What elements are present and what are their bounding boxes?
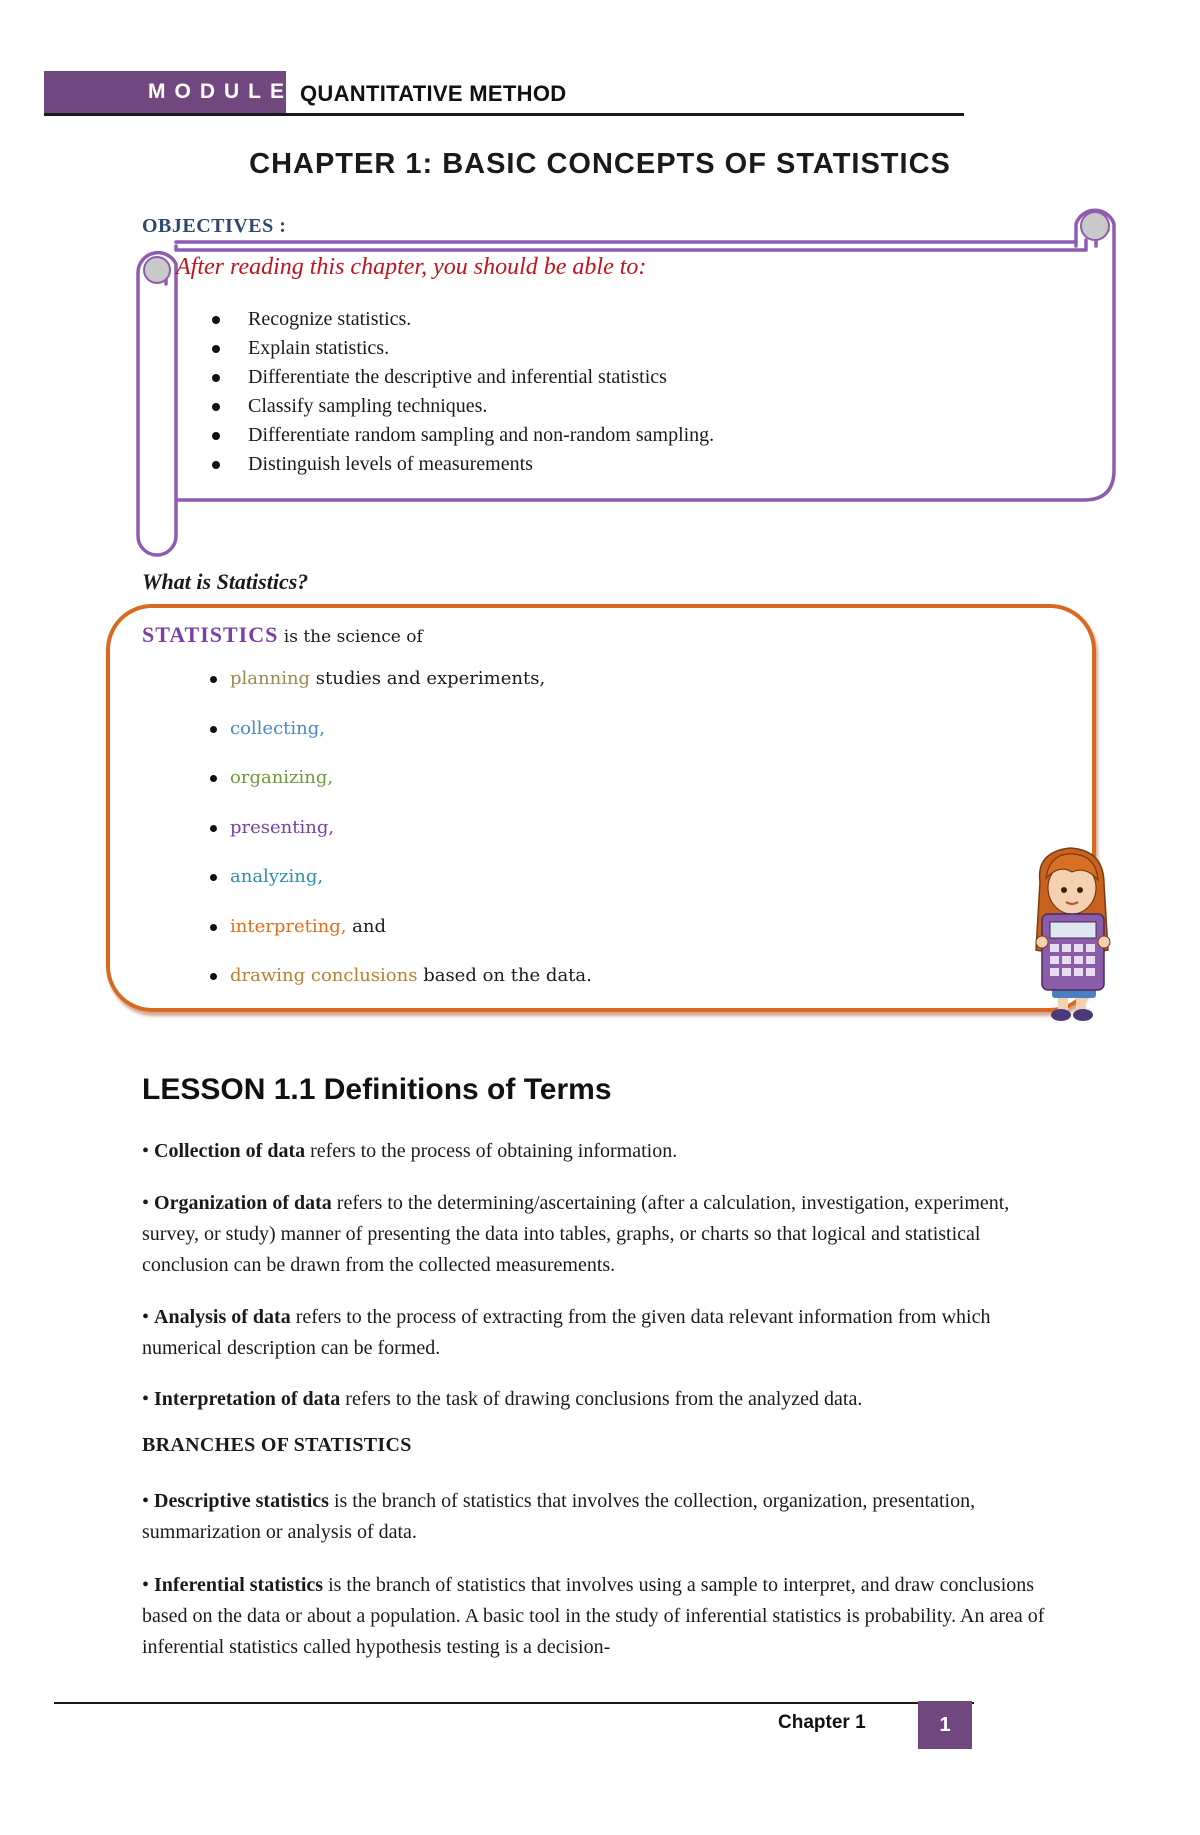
page-number-badge: 1 bbox=[918, 1701, 972, 1749]
branch-term: Inferential statistics bbox=[154, 1574, 324, 1596]
objectives-label: OBJECTIVES : bbox=[142, 215, 287, 237]
branch-paragraph: • Descriptive statistics is the branch of statistics that involves the collection, organization, presentation, summarization or analysis of data. bbox=[142, 1490, 976, 1543]
definition-paragraph: • Collection of data refers to the process of obtaining information. bbox=[142, 1140, 678, 1162]
statistics-list-item bbox=[208, 864, 592, 914]
chapter-title: CHAPTER 1: BASIC CONCEPTS OF STATISTICS bbox=[249, 148, 951, 180]
statistics-list bbox=[208, 666, 592, 1013]
what-is-statistics-heading: What is Statistics? bbox=[142, 569, 309, 594]
objective-item: Distinguish levels of measurements bbox=[212, 450, 714, 479]
footer-chapter-label: Chapter 1 bbox=[778, 1712, 866, 1733]
statistics-item-rest: based on the data. bbox=[417, 965, 592, 986]
statistics-list-item bbox=[208, 914, 592, 964]
objective-item: Recognize statistics. bbox=[212, 305, 714, 334]
definition-text: refers to the process of extracting from the given data relevant information from which numerical description can be formed. bbox=[142, 1306, 991, 1359]
statistics-item-rest: and bbox=[346, 915, 387, 937]
statistics-list-item bbox=[208, 963, 592, 1013]
statistics-list-item bbox=[208, 666, 592, 716]
footer-rule bbox=[54, 1702, 974, 1704]
objective-item: Differentiate random sampling and non-random sampling. bbox=[212, 421, 714, 450]
branches-heading: BRANCHES OF STATISTICS bbox=[142, 1434, 412, 1456]
statistics-item-highlight: analyzing, bbox=[230, 866, 324, 887]
definition-term: Interpretation of data bbox=[154, 1388, 341, 1410]
branch-text: is the branch of statistics that involves using a sample to interpret, and draw conclusions based on the data or about a population. A basic tool in the study of inferential statistics is probability. An area of inferential statistics called hypothesis testing is a decision- bbox=[142, 1574, 1045, 1658]
statistics-list-item bbox=[208, 716, 592, 766]
definition-text: refers to the determining/ascertaining (after a calculation, investigation, experiment, survey, or study) manner of presenting the data into tables, graphs, or charts so that logical and statistical conclusion can be drawn from the collected measurements. bbox=[142, 1192, 1010, 1276]
branch-text: is the branch of statistics that involves the collection, organization, presentation, summarization or analysis of data. bbox=[142, 1490, 976, 1543]
girl-with-calculator-illustration bbox=[1030, 842, 1116, 1024]
objective-item: Classify sampling techniques. bbox=[212, 392, 714, 421]
definition-term: Analysis of data bbox=[154, 1306, 291, 1328]
objectives-intro: After reading this chapter, you should be able to: bbox=[176, 254, 647, 280]
statistics-item-highlight: collecting, bbox=[230, 717, 325, 739]
statistics-item-highlight: presenting, bbox=[230, 816, 335, 838]
statistics-list-item bbox=[208, 815, 592, 865]
statistics-definition bbox=[142, 620, 423, 652]
branch-paragraph: • Inferential statistics is the branch of statistics that involves using a sample to interpret, and draw conclusions based on the data or about a population. A basic tool in the study of inferential statistics is probability. An area of inferential statistics called hypothesis testing is a decision- bbox=[142, 1574, 1045, 1658]
statistics-item-highlight: planning bbox=[230, 668, 311, 689]
definition-text: refers to the process of obtaining information. bbox=[305, 1140, 678, 1162]
statistics-item-highlight: interpreting, bbox=[230, 915, 347, 937]
lesson-title: LESSON 1.1 Definitions of Terms bbox=[142, 1073, 612, 1106]
definition-text: refers to the task of drawing conclusions from the analyzed data. bbox=[340, 1388, 863, 1410]
statistics-item-rest: studies and experiments, bbox=[310, 668, 546, 689]
definition-paragraph: • Organization of data refers to the determining/ascertaining (after a calculation, investigation, experiment, survey, or study) manner of presenting the data into tables, graphs, or charts so that logical and statistical conclusion can be drawn from the collected measurements. bbox=[142, 1192, 1010, 1276]
statistics-item-highlight: drawing conclusions bbox=[230, 965, 418, 986]
objectives-list bbox=[212, 305, 714, 479]
definition-term: Collection of data bbox=[154, 1140, 306, 1162]
objective-item: Explain statistics. bbox=[212, 334, 714, 363]
definition-term: Organization of data bbox=[154, 1192, 332, 1214]
module-title: QUANTITATIVE METHOD bbox=[300, 81, 567, 106]
module-tag: MODULE bbox=[44, 71, 286, 113]
definition-paragraph: • Analysis of data refers to the process of extracting from the given data relevant information from which numerical description can be formed. bbox=[142, 1306, 991, 1359]
statistics-keyword: STATISTICS bbox=[142, 622, 279, 647]
definition-paragraph: • Interpretation of data refers to the task of drawing conclusions from the analyzed data. bbox=[142, 1388, 863, 1410]
statistics-definition-text: is the science of bbox=[278, 627, 423, 647]
branch-term: Descriptive statistics bbox=[154, 1490, 329, 1512]
statistics-item-highlight: organizing, bbox=[230, 767, 334, 788]
statistics-list-item bbox=[208, 765, 592, 815]
objective-item: Differentiate the descriptive and inferential statistics bbox=[212, 363, 714, 392]
